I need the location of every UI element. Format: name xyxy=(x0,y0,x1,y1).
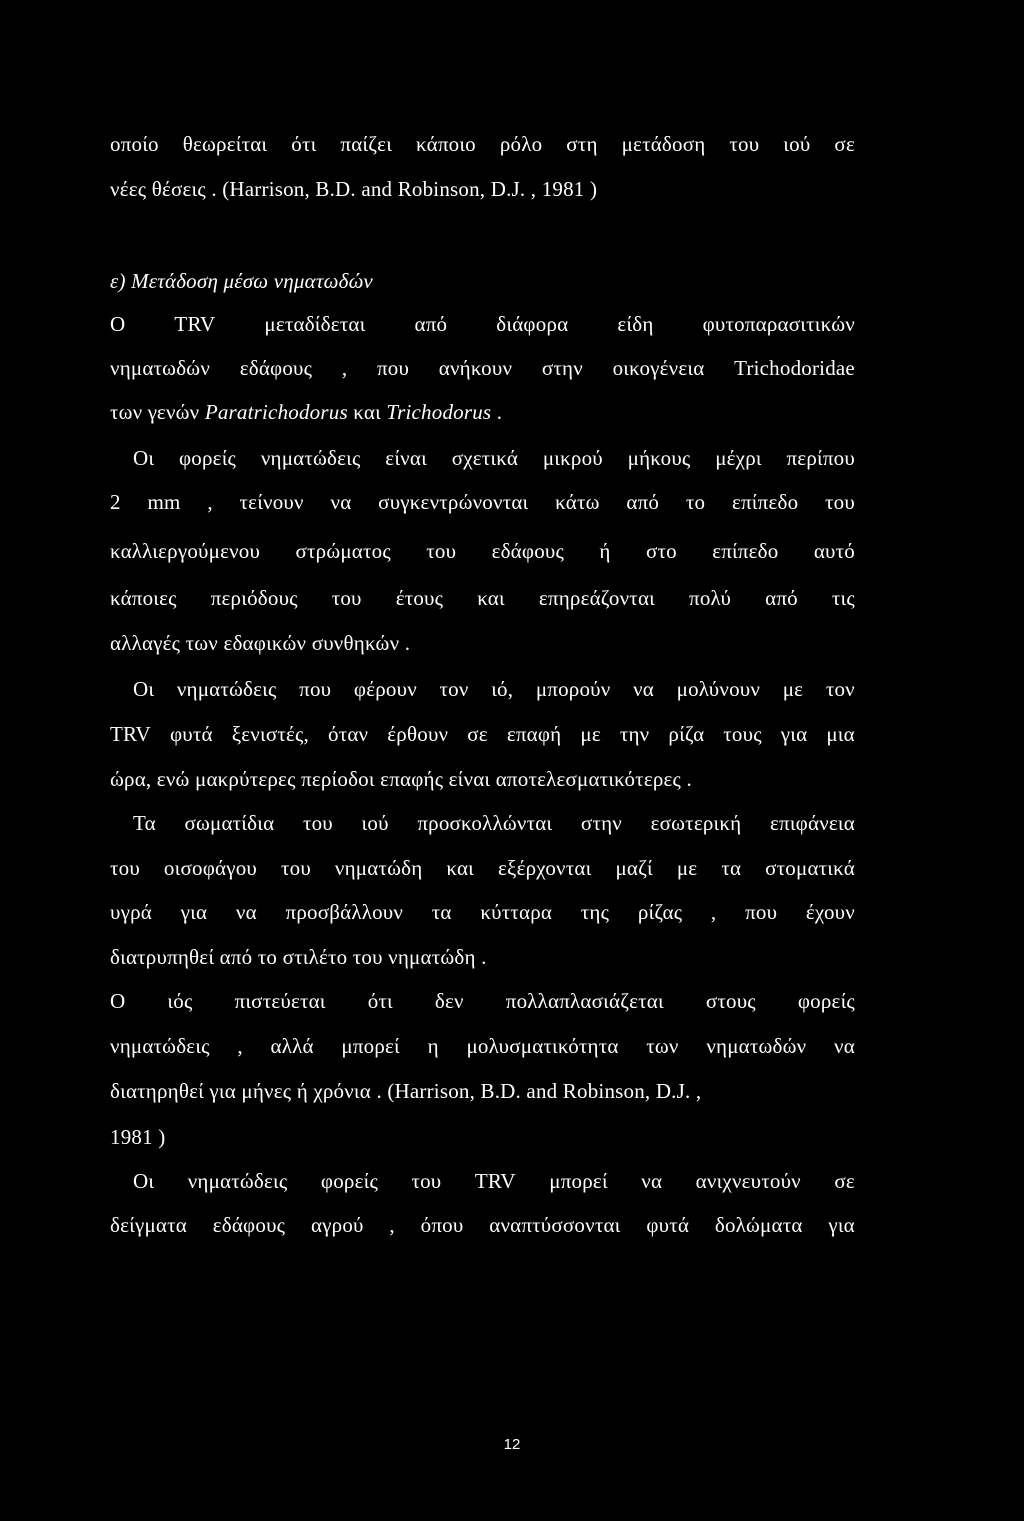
word: αυτό xyxy=(813,539,855,563)
word: διάφορα xyxy=(496,312,569,336)
word: πιστεύεται xyxy=(234,989,326,1013)
word: επιφάνεια xyxy=(770,811,855,835)
word: Ο xyxy=(110,312,126,336)
word: μαζί xyxy=(615,856,653,880)
word: στρώματος xyxy=(295,539,391,563)
text-line: διατηρηθεί για μήνες ή χρόνια . (Harrison, B.D. and Robinson, D.J. , xyxy=(110,1079,702,1103)
word: έχουν xyxy=(805,900,855,924)
word: από xyxy=(414,312,448,336)
word: περίπου xyxy=(786,446,855,470)
word: κάποιο xyxy=(416,132,476,156)
word: του xyxy=(729,132,760,156)
word: Οι xyxy=(133,1169,155,1193)
word: νηματώδεις xyxy=(260,446,361,470)
word: κύτταρα xyxy=(480,900,553,924)
word: δείγματα xyxy=(110,1213,187,1237)
text-line xyxy=(110,586,855,610)
word: αλλά xyxy=(270,1034,314,1058)
word: οισοφάγου xyxy=(163,856,257,880)
text-line: νέες θέσεις . (Harrison, B.D. and Robinson, D.J. , 1981 ) xyxy=(110,177,598,201)
word: TRV xyxy=(110,722,151,746)
word: επίπεδο xyxy=(731,490,799,514)
word: ανήκουν xyxy=(438,356,513,380)
word: να xyxy=(235,900,257,924)
word: που xyxy=(745,900,778,924)
word: τον xyxy=(439,677,469,701)
word: στη xyxy=(566,132,598,156)
word: με xyxy=(676,856,698,880)
word: φορείς xyxy=(797,989,855,1013)
word: εδάφους xyxy=(491,539,565,563)
word: τα xyxy=(431,900,452,924)
word: στην xyxy=(580,811,622,835)
word: σχετικά xyxy=(451,446,519,470)
word: του xyxy=(411,1169,442,1193)
genus-name: Trichodorus xyxy=(386,400,492,424)
word: ότι xyxy=(367,989,393,1013)
section-heading: ε) Μετάδοση μέσω νηματωδών xyxy=(110,269,373,293)
text-line: αλλαγές των εδαφικών συνθηκών . xyxy=(110,631,411,655)
genus-name: Paratrichodorus xyxy=(204,400,348,424)
word: στοματικά xyxy=(765,856,855,880)
word: επηρεάζονται xyxy=(538,586,655,610)
word: του xyxy=(280,856,311,880)
word: φυτά xyxy=(646,1213,690,1237)
word: να xyxy=(641,1169,663,1193)
word: οποίο xyxy=(110,132,159,156)
word: mm xyxy=(147,490,181,514)
word: νηματώδεις xyxy=(176,677,277,701)
word: φυτοπαρασιτικών xyxy=(702,312,855,336)
text-line xyxy=(110,132,855,156)
text-line xyxy=(110,356,855,380)
word: είναι xyxy=(385,446,427,470)
word: , xyxy=(389,1213,395,1237)
word: των xyxy=(646,1034,679,1058)
page-number: 12 xyxy=(503,1436,521,1453)
word: πολύ xyxy=(689,586,732,610)
word: συγκεντρώνονται xyxy=(378,490,529,514)
word: καλλιεργούμενου xyxy=(110,539,261,563)
word: ιό, xyxy=(491,677,514,701)
word: τείνουν xyxy=(239,490,304,514)
word: φορείς xyxy=(178,446,237,470)
word: Ο xyxy=(110,989,126,1013)
word: , xyxy=(341,356,348,380)
word: να xyxy=(834,1034,855,1058)
text-line xyxy=(133,677,855,701)
word: ιός xyxy=(167,989,193,1013)
text-line xyxy=(133,811,855,835)
word: σε xyxy=(834,1169,855,1193)
word: σε xyxy=(834,132,855,156)
word: Τα xyxy=(133,811,156,835)
word: ιού xyxy=(361,811,389,835)
word: νηματώδεις xyxy=(110,1034,210,1058)
word: η xyxy=(427,1034,439,1058)
text-line xyxy=(133,1169,855,1193)
word: , xyxy=(710,900,717,924)
word: 2 xyxy=(110,490,121,514)
word: την xyxy=(619,722,650,746)
word: , xyxy=(237,1034,243,1058)
word: ρόλο xyxy=(499,132,543,156)
text-line xyxy=(110,539,855,563)
text-line xyxy=(133,446,855,470)
word: της xyxy=(580,900,610,924)
word: μέχρι xyxy=(715,446,762,470)
word: με xyxy=(782,677,804,701)
word: εξέρχονται xyxy=(498,856,592,880)
word: ή xyxy=(599,539,611,563)
word: από xyxy=(765,586,798,610)
word: Οι xyxy=(133,446,155,470)
word: , xyxy=(207,490,213,514)
word: Trichodoridae xyxy=(734,356,855,380)
word: μεταδίδεται xyxy=(264,312,366,336)
word: μπορούν xyxy=(535,677,611,701)
word: προσβάλλουν xyxy=(285,900,404,924)
word: μπορεί xyxy=(341,1034,400,1058)
word: περιόδους xyxy=(210,586,298,610)
word: με xyxy=(580,722,601,746)
word: εσωτερική xyxy=(650,811,742,835)
word: δολώματα xyxy=(714,1213,803,1237)
word: όπου xyxy=(420,1213,464,1237)
text-line xyxy=(110,1034,855,1058)
word: φέρουν xyxy=(353,677,417,701)
word: φυτά xyxy=(169,722,213,746)
word: ξενιστές, xyxy=(231,722,309,746)
word: αναπτύσσονται xyxy=(489,1213,621,1237)
word: εδάφους xyxy=(239,356,313,380)
text-line xyxy=(110,490,855,514)
word: που xyxy=(299,677,332,701)
word: σε xyxy=(467,722,488,746)
word: μολυσματικότητα xyxy=(466,1034,619,1058)
word: μήκους xyxy=(627,446,691,470)
word: έτους xyxy=(395,586,444,610)
word: τους xyxy=(723,722,762,746)
word: στην xyxy=(541,356,583,380)
text-line xyxy=(110,400,855,424)
word: νηματωδών xyxy=(110,356,211,380)
text-span: των γενών xyxy=(110,400,205,424)
word: TRV xyxy=(174,312,216,336)
text-line: 1981 ) xyxy=(110,1125,166,1149)
text-line xyxy=(110,312,855,336)
word: τον xyxy=(825,677,855,701)
text-span: και xyxy=(347,400,387,424)
word: επαφή xyxy=(506,722,562,746)
word: για xyxy=(180,900,208,924)
word: του xyxy=(302,811,333,835)
word: Οι xyxy=(133,677,155,701)
word: που xyxy=(376,356,410,380)
word: τα xyxy=(721,856,742,880)
word: από xyxy=(626,490,660,514)
word: πολλαπλασιάζεται xyxy=(505,989,664,1013)
word: του xyxy=(426,539,457,563)
text-line xyxy=(110,1213,855,1237)
word: σωματίδια xyxy=(184,811,275,835)
word: υγρά xyxy=(110,900,152,924)
word: επίπεδο xyxy=(712,539,779,563)
word: εδάφους xyxy=(212,1213,286,1237)
word: κάποιες xyxy=(110,586,177,610)
word: για xyxy=(828,1213,855,1237)
word: νηματώδη xyxy=(334,856,423,880)
word: ρίζας xyxy=(637,900,683,924)
text-line xyxy=(110,900,855,924)
word: παίζει xyxy=(340,132,393,156)
word: προσκολλώνται xyxy=(417,811,553,835)
word: είδη xyxy=(617,312,654,336)
word: μετάδοση xyxy=(621,132,706,156)
word: αγρού xyxy=(310,1213,364,1237)
word: του xyxy=(331,586,362,610)
word: και xyxy=(477,586,505,610)
text-line xyxy=(110,989,855,1013)
word: του xyxy=(825,490,855,514)
word: όταν xyxy=(328,722,369,746)
word: στο xyxy=(645,539,677,563)
word: ρίζα xyxy=(668,722,705,746)
text-span: . xyxy=(491,400,503,424)
word: κάτω xyxy=(555,490,600,514)
word: TRV xyxy=(474,1169,516,1193)
word: μπορεί xyxy=(549,1169,608,1193)
word: δεν xyxy=(434,989,464,1013)
word: έρθουν xyxy=(387,722,449,746)
word: νηματώδεις xyxy=(187,1169,288,1193)
word: ανιχνευτούν xyxy=(695,1169,801,1193)
word: να xyxy=(633,677,654,701)
word: και xyxy=(446,856,475,880)
word: μολύνουν xyxy=(676,677,761,701)
word: ιού xyxy=(783,132,811,156)
word: το xyxy=(685,490,706,514)
word: οικογένεια xyxy=(612,356,705,380)
word: θεωρείται xyxy=(182,132,268,156)
word: μικρού xyxy=(542,446,603,470)
text-line: ώρα, ενώ μακρύτερες περίοδοι επαφής είναι αποτελεσματικότερες . xyxy=(110,767,692,791)
word: στους xyxy=(705,989,756,1013)
text-line: διατρυπηθεί από το στιλέτο του νηματώδη . xyxy=(110,945,487,969)
word: μια xyxy=(826,722,855,746)
word: να xyxy=(330,490,352,514)
word: ότι xyxy=(291,132,317,156)
word: τις xyxy=(831,586,855,610)
word: για xyxy=(780,722,808,746)
word: του xyxy=(110,856,140,880)
word: φορείς xyxy=(320,1169,378,1193)
text-line xyxy=(110,856,855,880)
text-line xyxy=(110,722,855,746)
word: νηματωδών xyxy=(706,1034,807,1058)
